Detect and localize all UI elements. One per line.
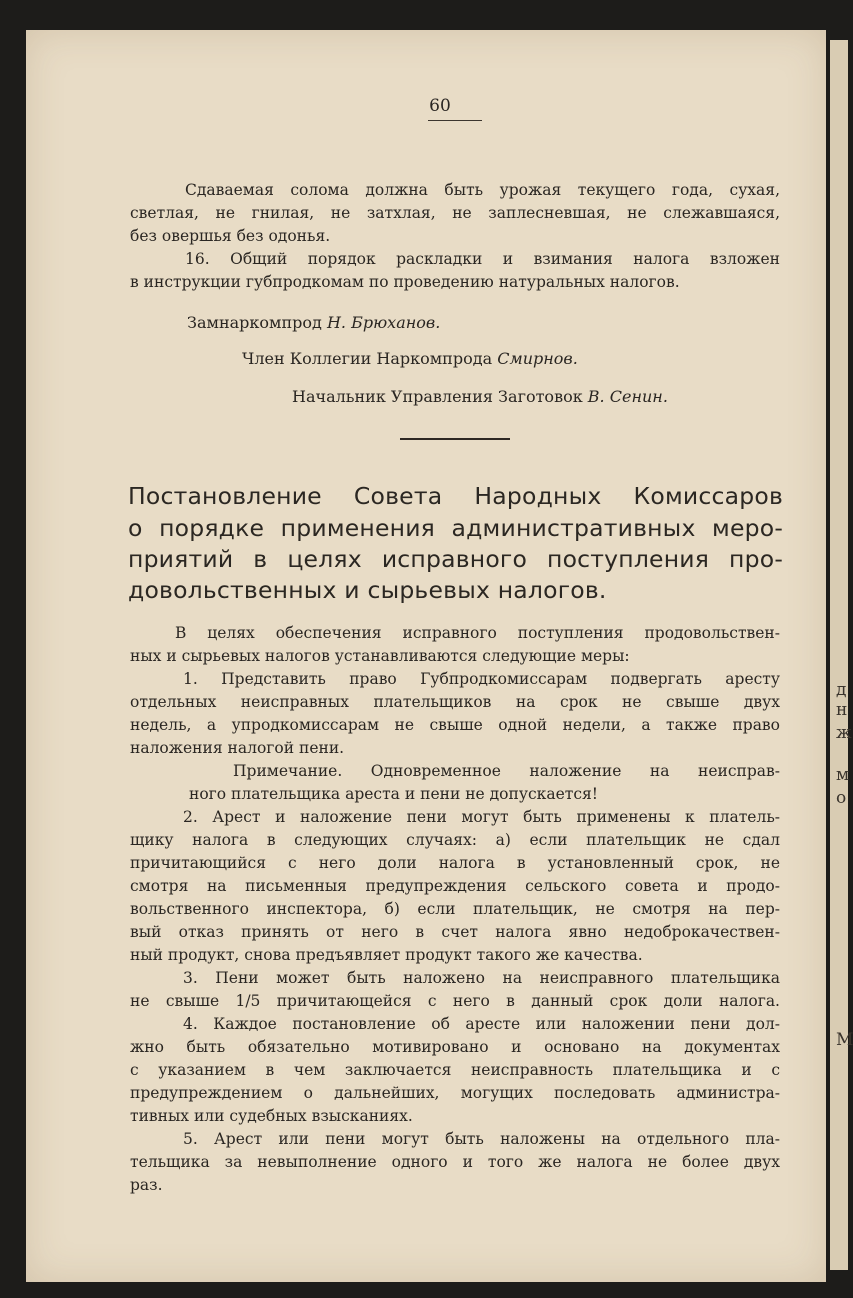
text-line: вый отказ принять от него в счет налога явно недоброкачествен- xyxy=(130,923,780,941)
decree-heading-line: довольственных и сырьевых налогов. xyxy=(128,576,607,604)
section-divider xyxy=(400,438,510,440)
text-line: 2. Арест и наложение пени могут быть применены к платель- xyxy=(183,808,780,826)
text-line: Сдаваемая солома должна быть урожая текущего года, сухая, xyxy=(185,181,780,199)
text-line: недель, а упродкомиссарам не свыше одной недели, а также право xyxy=(130,716,780,734)
text-line: не свыше 1/5 причитающейся с него в данный срок доли налога. xyxy=(130,992,780,1010)
text-line: наложения налогой пени. xyxy=(130,739,345,757)
signature-line xyxy=(292,387,668,406)
edge-letter: н xyxy=(836,700,848,720)
adjacent-page-edge xyxy=(830,40,853,1270)
signature-name: Смирнов. xyxy=(497,349,578,368)
text-line: причитающийся с него доли налога в установленный срок, не xyxy=(130,854,780,872)
edge-letter: М xyxy=(836,1030,853,1050)
edge-letter: о xyxy=(836,788,847,808)
text-line: смотря на письменныя предупреждения сельского совета и продо- xyxy=(130,877,780,895)
edge-letter: д xyxy=(836,680,847,700)
text-line: 3. Пени может быть наложено на неисправного плательщика xyxy=(183,969,780,987)
text-line: предупреждением о дальнейших, могущих последовать администра- xyxy=(130,1084,780,1102)
text-line: 16. Общий порядок раскладки и взимания налога взложен xyxy=(185,250,780,268)
edge-letter: ж xyxy=(836,723,852,743)
text-line: ный продукт, снова предъявляет продукт такого же качества. xyxy=(130,946,643,964)
edge-letter: м xyxy=(836,765,850,785)
text-line: без овершья без одонья. xyxy=(130,227,331,245)
text-line: ных и сырьевых налогов устанавливаются следующие меры: xyxy=(130,647,630,665)
text-line: 1. Представить право Губпродкомиссарам подвергать аресту xyxy=(183,670,780,688)
note-line: ного плательщика ареста и пени не допускается! xyxy=(189,785,599,803)
text-line: раз. xyxy=(130,1176,163,1194)
signature-line xyxy=(187,313,440,332)
decree-heading-line: приятий в целях исправного поступления про- xyxy=(128,545,783,573)
signature-name: Н. Брюханов. xyxy=(326,313,441,332)
text-line: тельщика за невыполнение одного и того же налога не более двух xyxy=(130,1153,780,1171)
signature-line xyxy=(242,349,578,368)
text-line: с указанием в чем заключается неисправность плательщика и с xyxy=(130,1061,780,1079)
text-line: вольственного инспектора, б) если плательщик, не смотря на пер- xyxy=(130,900,780,918)
text-line: тивных или судебных взысканиях. xyxy=(130,1107,413,1125)
page-number-underline xyxy=(428,120,482,121)
text-line: в инструкции губпродкомам по проведению натуральных налогов. xyxy=(130,273,680,291)
signature-title: Начальник Управления Заготовок xyxy=(292,387,583,406)
signature-name: В. Сенин. xyxy=(587,387,668,406)
text-line: щику налога в следующих случаях: а) если плательщик не сдал xyxy=(130,831,780,849)
decree-heading-line: Постановление Совета Народных Комиссаров xyxy=(128,482,783,510)
signature-title: Замнаркомпрод xyxy=(187,313,322,332)
text-line: светлая, не гнилая, не затхлая, не заплесневшая, не слежавшаяся, xyxy=(130,204,780,222)
text-line: В целях обеспечения исправного поступления продовольствен- xyxy=(175,624,780,642)
signature-title: Член Коллегии Наркомпрода xyxy=(242,349,493,368)
text-line: 5. Арест или пени могут быть наложены на отдельного пла- xyxy=(183,1130,780,1148)
note-line: Примечание. Одновременное наложение на неисправ- xyxy=(233,762,780,780)
text-line: 4. Каждое постановление об аресте или наложении пени дол- xyxy=(183,1015,780,1033)
text-line: жно быть обязательно мотивировано и основано на документах xyxy=(130,1038,780,1056)
text-line: отдельных неисправных плательщиков на срок не свыше двух xyxy=(130,693,780,711)
decree-heading-line: о порядке применения административных меро- xyxy=(128,514,783,542)
page-number: 60 xyxy=(429,96,451,116)
